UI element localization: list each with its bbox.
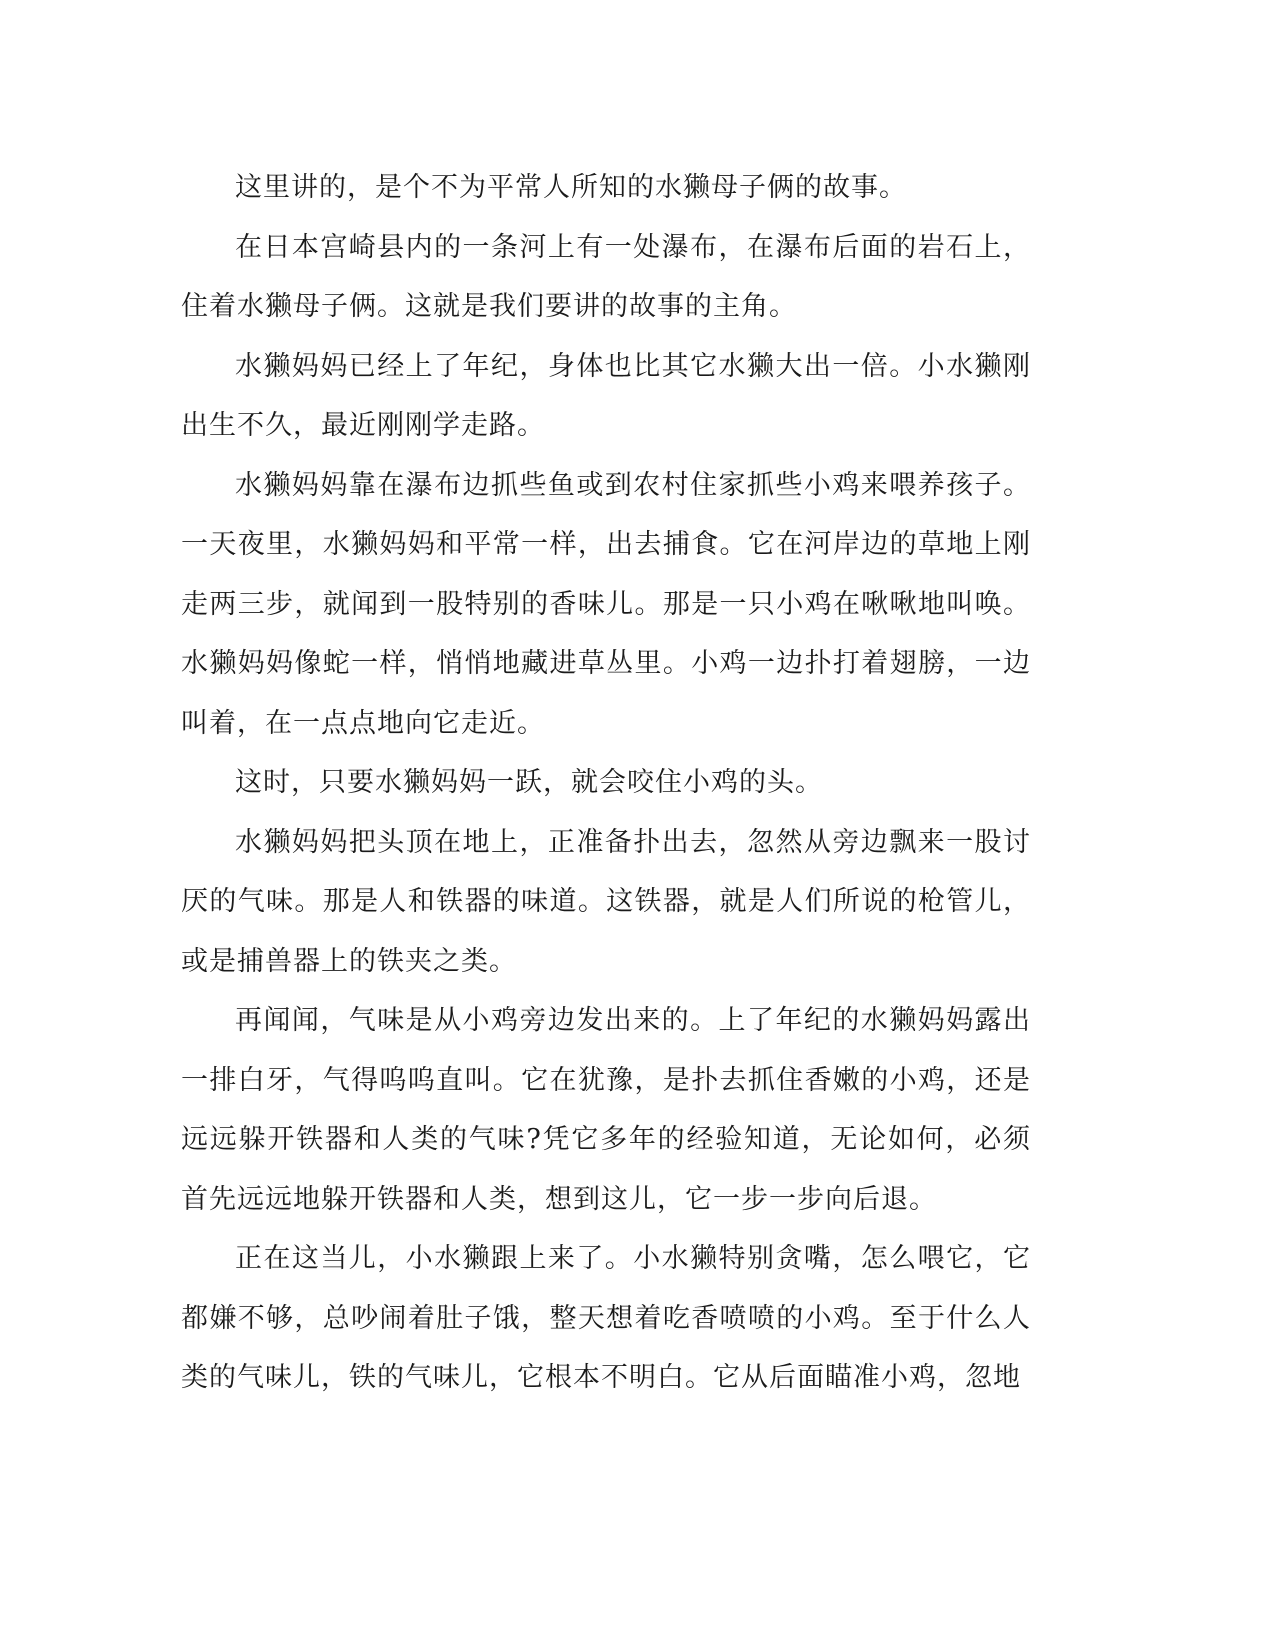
paragraph-4: 水獭妈妈靠在瀑布边抓些鱼或到农村住家抓些小鸡来喂养孩子。一天夜里，水獭妈妈和平常一样，出去捕食。它在河岸边的草地上刚走两三步，就闻到一股特别的香味儿。那是一只小鸡在啾啾地叫唤。水獭妈妈像蛇一样，悄悄地藏进草丛里。小鸡一边扑打着翅膀，一边叫着，在一点点地向它走近。 [181, 469, 1031, 739]
paragraph-2: 在日本宫崎县内的一条河上有一处瀑布，在瀑布后面的岩石上，住着水獭母子俩。这就是我们要讲的故事的主角。 [181, 231, 1031, 322]
paragraph-6: 水獭妈妈把头顶在地上，正准备扑出去，忽然从旁边飘来一股讨厌的气味。那是人和铁器的味道。这铁器，就是人们所说的枪管儿，或是捕兽器上的铁夹之类。 [181, 826, 1031, 977]
paragraph-7: 再闻闻，气味是从小鸡旁边发出来的。上了年纪的水獭妈妈露出一排白牙，气得呜呜直叫。它在犹豫，是扑去抓住香嫩的小鸡，还是远远躲开铁器和人类的气味?凭它多年的经验知道，无论如何，必须首先远远地躲开铁器和人类，想到这儿，它一步一步向后退。 [181, 1005, 1031, 1215]
document-body [181, 158, 1031, 1408]
paragraph-5: 这时，只要水獭妈妈一跃，就会咬住小鸡的头。 [235, 767, 823, 798]
paragraph-1: 这里讲的，是个不为平常人所知的水獭母子俩的故事。 [235, 172, 907, 203]
paragraph-3: 水獭妈妈已经上了年纪，身体也比其它水獭大出一倍。小水獭刚出生不久，最近刚刚学走路。 [181, 350, 1031, 441]
paragraph-8: 正在这当儿，小水獭跟上来了。小水獭特别贪嘴，怎么喂它，它都嫌不够，总吵闹着肚子饿，整天想着吃香喷喷的小鸡。至于什么人类的气味儿，铁的气味儿，它根本不明白。它从后面瞄准小鸡，忽地 [181, 1243, 1031, 1393]
